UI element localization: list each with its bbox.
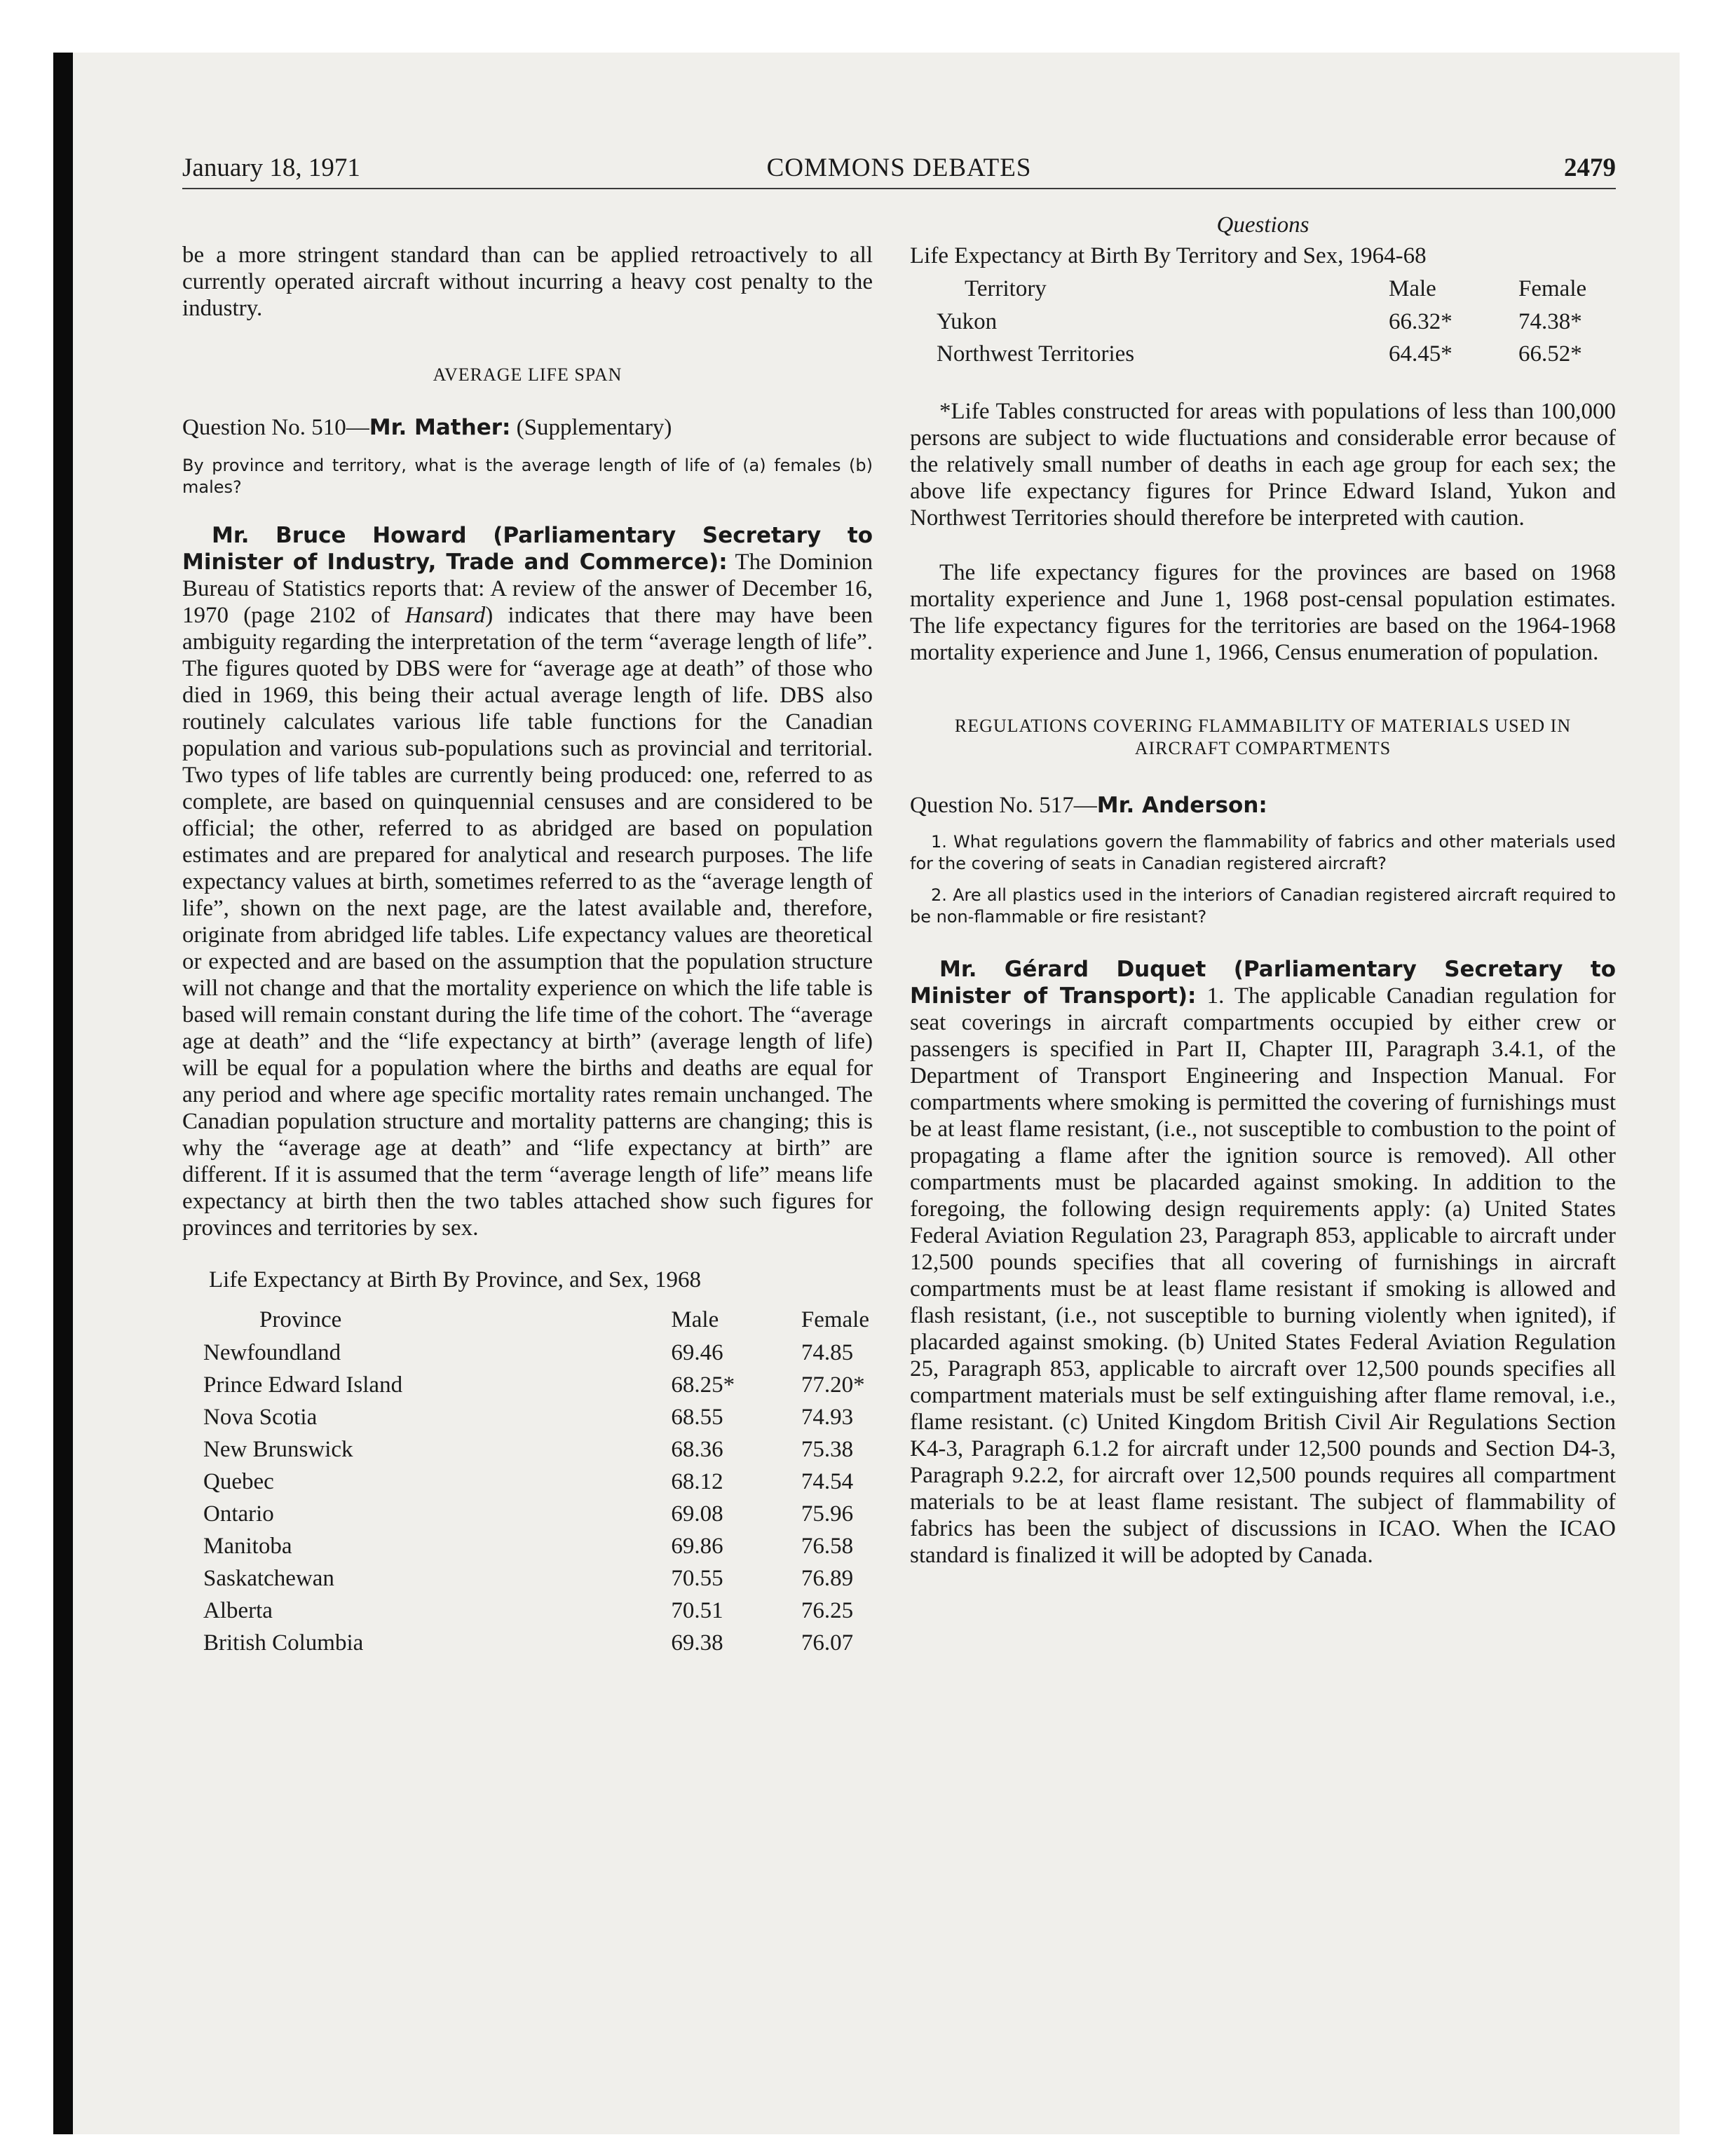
table-row <box>937 306 1610 338</box>
question-member: Mr. Anderson: <box>1096 793 1267 818</box>
table-row <box>203 1627 869 1659</box>
table-row <box>203 1337 869 1369</box>
right-column <box>910 212 1616 1569</box>
answer-text: 1. The applicable Canadian regulation for seat coverings in aircraft compartments occupied by either crew or passengers is specified in Part II, Chapter III, Paragraph 3.4.1, of the Department of Transport Engineering and Inspection Manual. For compartments where smoking is permitted the covering of furnishings must be at least flame resistant, (i.e., not susceptible to combustion to the point of propagating a flame after the ignition source is removed). All other compartments must be placarded against smoking. In addition to the foregoing, the following design requirements apply: (a) United States Federal Aviation Regulation 23, Paragraph 853, applicable to aircraft under 12,500 pounds specifies that all covering of furnishings in aircraft compartments must be at least flame resistant if smoking is allowed and flash resistant, (i.e., not susceptible to burning violently when ignited), if placarded against smoking. (b) United States Federal Aviation Regulation 25, Paragraph 853, applicable to aircraft over 12,500 pounds specifies all compartment materials must be self extinguishing after flame removal, i.e., flame resistant. (c) United Kingdom British Civil Air Regulations Section K4-3, Paragraph 6.1.2 for aircraft under 12,500 pounds and Section D4-3, Paragraph 9.2.2, for aircraft over 12,500 pounds requires all compartment materials to be at least flame resistant. The subject of flammability of fabrics has been the subject of discussions in ICAO. When the ICAO standard is finalized it will be adopted by Canada. <box>910 983 1616 1568</box>
left-column <box>182 242 873 1659</box>
table-row <box>937 338 1610 370</box>
territory-table <box>937 272 1610 370</box>
province-table-header <box>203 1303 869 1337</box>
scan-binding-edge <box>53 53 73 2134</box>
row-male: 70.55 <box>671 1566 723 1591</box>
footnote-paragraph: *Life Tables constructed for areas with populations of less than 100,000 persons are subject to wide fluctuations and considerable error because of the relatively small number of deaths in each age group for each sex; the above life expectancy figures for Prince Edward Island, Yukon and Northwest Territories should therefore be interpreted with caution. <box>910 399 1616 531</box>
intro-paragraph: be a more stringent standard than can be applied retroactively to all currently operated aircraft without incurring a heavy cost penalty to the industry. <box>182 243 873 321</box>
row-female: 76.07 <box>801 1630 854 1656</box>
row-female: 74.54 <box>801 1469 854 1494</box>
row-male: 69.38 <box>671 1630 723 1656</box>
question-label: Question No. 510— <box>182 415 369 440</box>
header-female: Female <box>1518 276 1587 301</box>
running-head <box>910 212 1616 238</box>
row-province: Saskatchewan <box>203 1566 334 1591</box>
running-head-text: Questions <box>1216 212 1309 238</box>
question-member: Mr. Mather: <box>369 415 511 440</box>
row-province: Manitoba <box>203 1534 292 1559</box>
header-date: January 18, 1971 <box>182 153 360 182</box>
answer-hansard: Hansard <box>404 603 486 628</box>
table-row <box>203 1498 869 1530</box>
section-heading-life-span: AVERAGE LIFE SPAN <box>433 364 622 385</box>
scan-margin <box>0 0 53 2156</box>
row-female: 75.38 <box>801 1437 854 1462</box>
table-row <box>203 1466 869 1498</box>
row-province: Prince Edward Island <box>203 1372 403 1398</box>
row-province: Newfoundland <box>203 1340 341 1365</box>
header-page-number: 2479 <box>1564 153 1616 182</box>
row-territory: Yukon <box>937 309 998 334</box>
row-female: 66.52* <box>1518 341 1582 367</box>
question-item-2: 2. Are all plastics used in the interiors of Canadian registered aircraft required to be non-flammable or fire resistant? <box>910 885 1616 927</box>
row-province: New Brunswick <box>203 1437 353 1462</box>
answer-paragraph <box>182 522 873 1241</box>
table-row <box>203 1401 869 1433</box>
row-female: 75.96 <box>801 1501 854 1527</box>
row-female: 74.85 <box>801 1340 854 1365</box>
row-province: Ontario <box>203 1501 274 1527</box>
row-male: 68.12 <box>671 1469 723 1494</box>
row-female: 74.38* <box>1518 309 1582 334</box>
answer-paragraph <box>910 956 1616 1569</box>
territory-table-title: Life Expectancy at Birth By Territory and Sex, 1964-68 <box>910 243 1427 268</box>
header-male: Male <box>1389 276 1436 301</box>
row-province: Nova Scotia <box>203 1405 318 1430</box>
header-publication: COMMONS DEBATES <box>766 153 1032 182</box>
provinces-note: The life expectancy figures for the provinces are based on 1968 mortality experience and June 1, 1968 post-censal population estimates. The life expectancy figures for the territories are based on the 1964-1968 mortality experience and June 1, 1966, Census enumeration of population. <box>910 560 1616 665</box>
answer-speaker: Mr. Bruce Howard (Parliamentary Secretary to Minister of Industry, Trade and Commerce): <box>182 523 873 575</box>
answer-part2: ) indicates that there may have been ambiguity regarding the interpretation of the term “average length of life”. The figures quoted by DBS were for “average age at death” of those who died in 1969, this being their actual average length of life. DBS also routinely calculates various life table functions for the Canadian population and various sub-populations such as provincial and territorial. Two types of life tables are currently being produced: one, referred to as complete, are based on quinquennial censuses and are considered to be official; the other, referred to as abridged are based on population estimates and are prepared for analytical and research purposes. The life expectancy values at birth, sometimes referred to as the “average length of life”, shown on the next page, are the latest available and, therefore, originate from abridged life tables. Life expectancy values are theoretical or expected and are based on the assumption that the population structure will not change and that the mortality experience on which the life table is based will remain constant during the life time of the cohort. The “average age at death” and the “life expectancy at birth” (average length of life) will be equal for a population where the births and deaths are equal for any period and where age specific mortality rates remain unchanged. The Canadian population structure and mortality patterns are changing; this is why the “average age at death” and “life expectancy at birth” are different. If it is assumed that the term “average length of life” means life expectancy at birth then the two tables attached show such figures for provinces and territories by sex. <box>182 603 873 1241</box>
question-note: (Supplementary) <box>516 415 672 440</box>
table-row <box>203 1369 869 1401</box>
section-heading-flammability: REGULATIONS COVERING FLAMMABILITY OF MATERIALS USED IN AIRCRAFT COMPARTMENTS <box>954 716 1572 758</box>
table-row <box>203 1595 869 1627</box>
question-item-1: 1. What regulations govern the flammability of fabrics and other materials used for the covering of seats in Canadian registered aircraft? <box>910 832 1616 873</box>
row-male: 64.45* <box>1389 341 1452 367</box>
row-territory: Northwest Territories <box>937 341 1135 367</box>
province-table <box>203 1303 869 1659</box>
header-territory: Territory <box>965 276 1047 301</box>
question-517 <box>910 792 1616 819</box>
header-female: Female <box>801 1307 869 1332</box>
answer-speaker: Mr. Gérard Duquet (Parliamentary Secretary to Minister of Transport): <box>910 957 1616 1009</box>
row-male: 69.86 <box>671 1534 723 1559</box>
row-province: Alberta <box>203 1598 273 1623</box>
row-male: 69.08 <box>671 1501 723 1527</box>
row-province: British Columbia <box>203 1630 364 1656</box>
row-male: 68.55 <box>671 1405 723 1430</box>
row-female: 76.89 <box>801 1566 854 1591</box>
header-male: Male <box>671 1307 719 1332</box>
row-male: 68.25* <box>671 1372 735 1398</box>
answer-part1: The Dominion Bureau of Statistics reports that: A review of the answer of December 16, 1970 (page 2102 of <box>182 550 873 628</box>
row-female: 77.20* <box>801 1372 865 1398</box>
row-male: 68.36 <box>671 1437 723 1462</box>
header-rule <box>182 188 1616 189</box>
question-510 <box>182 414 873 441</box>
question-label: Question No. 517— <box>910 793 1097 818</box>
table-row <box>203 1433 869 1466</box>
row-female: 76.58 <box>801 1534 854 1559</box>
page-header <box>182 153 1616 189</box>
province-table-title: Life Expectancy at Birth By Province, and Sex, 1968 <box>209 1267 701 1292</box>
row-male: 66.32* <box>1389 309 1452 334</box>
row-province: Quebec <box>203 1469 274 1494</box>
question-text: By province and territory, what is the average length of life of (a) females (b) males? <box>182 456 873 497</box>
header-province: Province <box>259 1307 342 1332</box>
table-row <box>203 1530 869 1562</box>
territory-table-header <box>937 272 1610 306</box>
row-female: 76.25 <box>801 1598 854 1623</box>
row-female: 74.93 <box>801 1405 854 1430</box>
row-male: 70.51 <box>671 1598 723 1623</box>
table-row <box>203 1562 869 1595</box>
row-male: 69.46 <box>671 1340 723 1365</box>
